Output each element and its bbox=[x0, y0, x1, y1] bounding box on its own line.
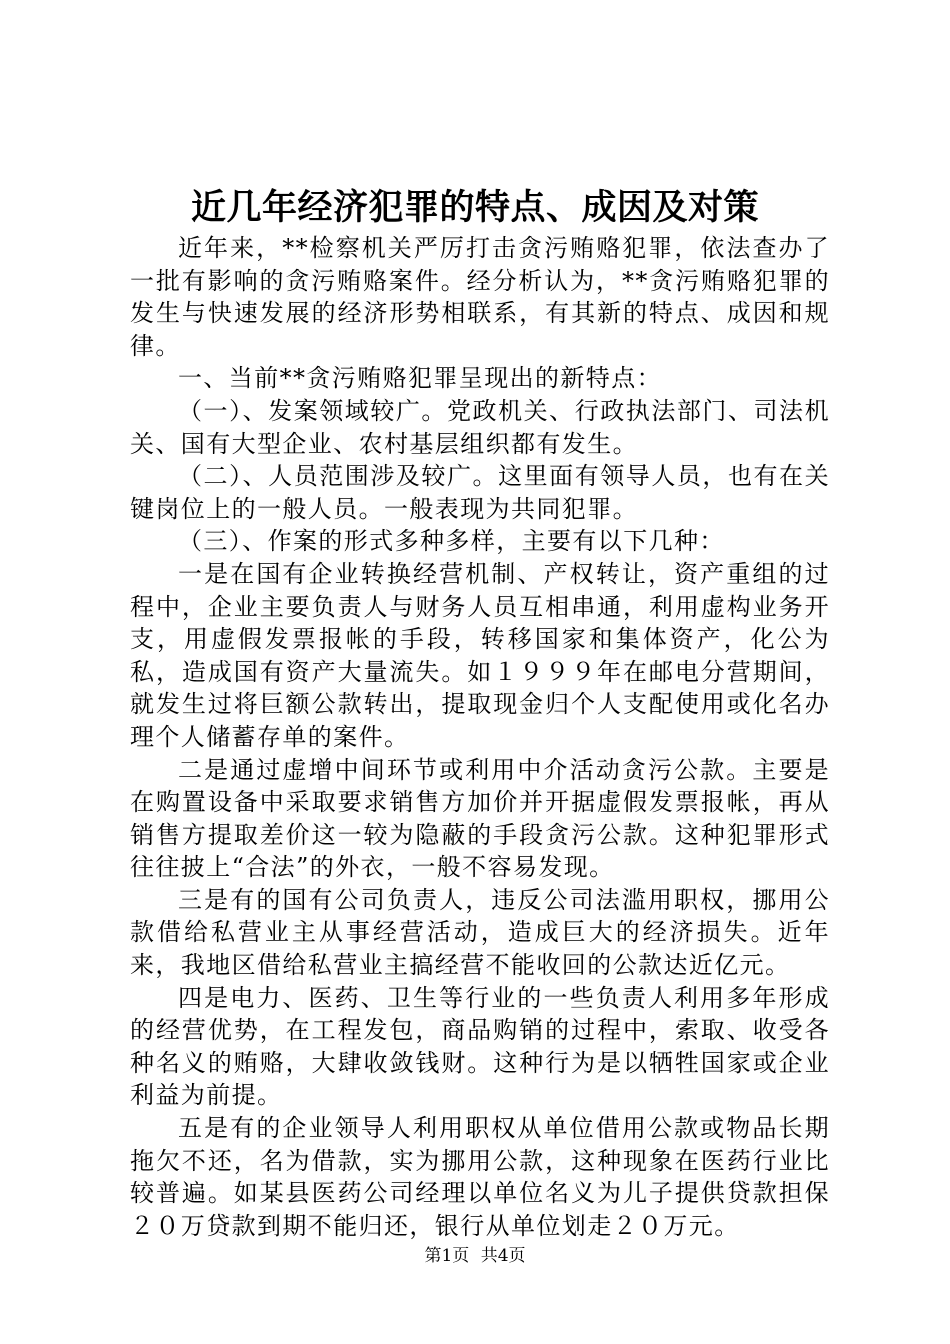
page-number-footer: 第1页 共4页 bbox=[424, 1246, 526, 1266]
document-body bbox=[130, 232, 830, 1242]
paragraph: （三）、作案的形式多种多样，主要有以下几种： bbox=[178, 527, 725, 556]
paragraph: （一）、发案领域较广。党政机关、行政执法部门、司法机关、国有大型企业、农村基层组织都有发生。 bbox=[130, 396, 830, 458]
paragraph: （二）、人员范围涉及较广。这里面有领导人员，也有在关键岗位上的一般人员。一般表现为共同犯罪。 bbox=[130, 462, 830, 523]
paragraph: 三是有的国有公司负责人，违反公司法滥用职权，挪用公款借给私营业主从事经营活动，造成巨大的经济损失。近年来，我地区借给私营业主搞经营不能收回的公款达近亿元。 bbox=[130, 885, 830, 980]
paragraph: 一是在国有企业转换经营机制、产权转让，资产重组的过程中，企业主要负责人与财务人员互相串通，利用虚构业务开支，用虚假发票报帐的手段，转移国家和集体资产，化公为私，造成国有资产大量流失。如１９９９年在邮电分营期间，就发生过将巨额公款转出，提取现金归个人支配使用或化名办理个人储蓄存单的案件。 bbox=[130, 559, 830, 751]
paragraph: 一、当前**贪污贿赂犯罪呈现出的新特点： bbox=[178, 364, 662, 393]
paragraph: 五是有的企业领导人利用职权从单位借用公款或物品长期拖欠不还，名为借款，实为挪用公款，这种现象在医药行业比较普遍。如某县医药公司经理以单位名义为儿子提供贷款担保２０万贷款到期不能归还，银行从单位划走２０万元。 bbox=[130, 1114, 830, 1240]
document-title: 近几年经济犯罪的特点、成因及对策 bbox=[190, 187, 759, 228]
paragraph: 四是电力、医药、卫生等行业的一些负责人利用多年形成的经营优势，在工程发包，商品购销的过程中，索取、收受各种名义的贿赂，大肆收敛钱财。这种行为是以牺牲国家或企业利益为前提。 bbox=[130, 983, 830, 1110]
paragraph: 二是通过虚增中间环节或利用中介活动贪污公款。主要是在购置设备中采取要求销售方加价并开据虚假发票报帐，再从销售方提取差价这一较为隐蔽的手段贪污公款。这种犯罪形式往往披上“合法”的外衣，一般不容易发现。 bbox=[130, 755, 830, 882]
paragraph: 近年来，**检察机关严厉打击贪污贿赂犯罪，依法查办了一批有影响的贪污贿赂案件。经分析认为，**贪污贿赂犯罪的发生与快速发展的经济形势相联系，有其新的特点、成因和规律。 bbox=[130, 234, 830, 360]
